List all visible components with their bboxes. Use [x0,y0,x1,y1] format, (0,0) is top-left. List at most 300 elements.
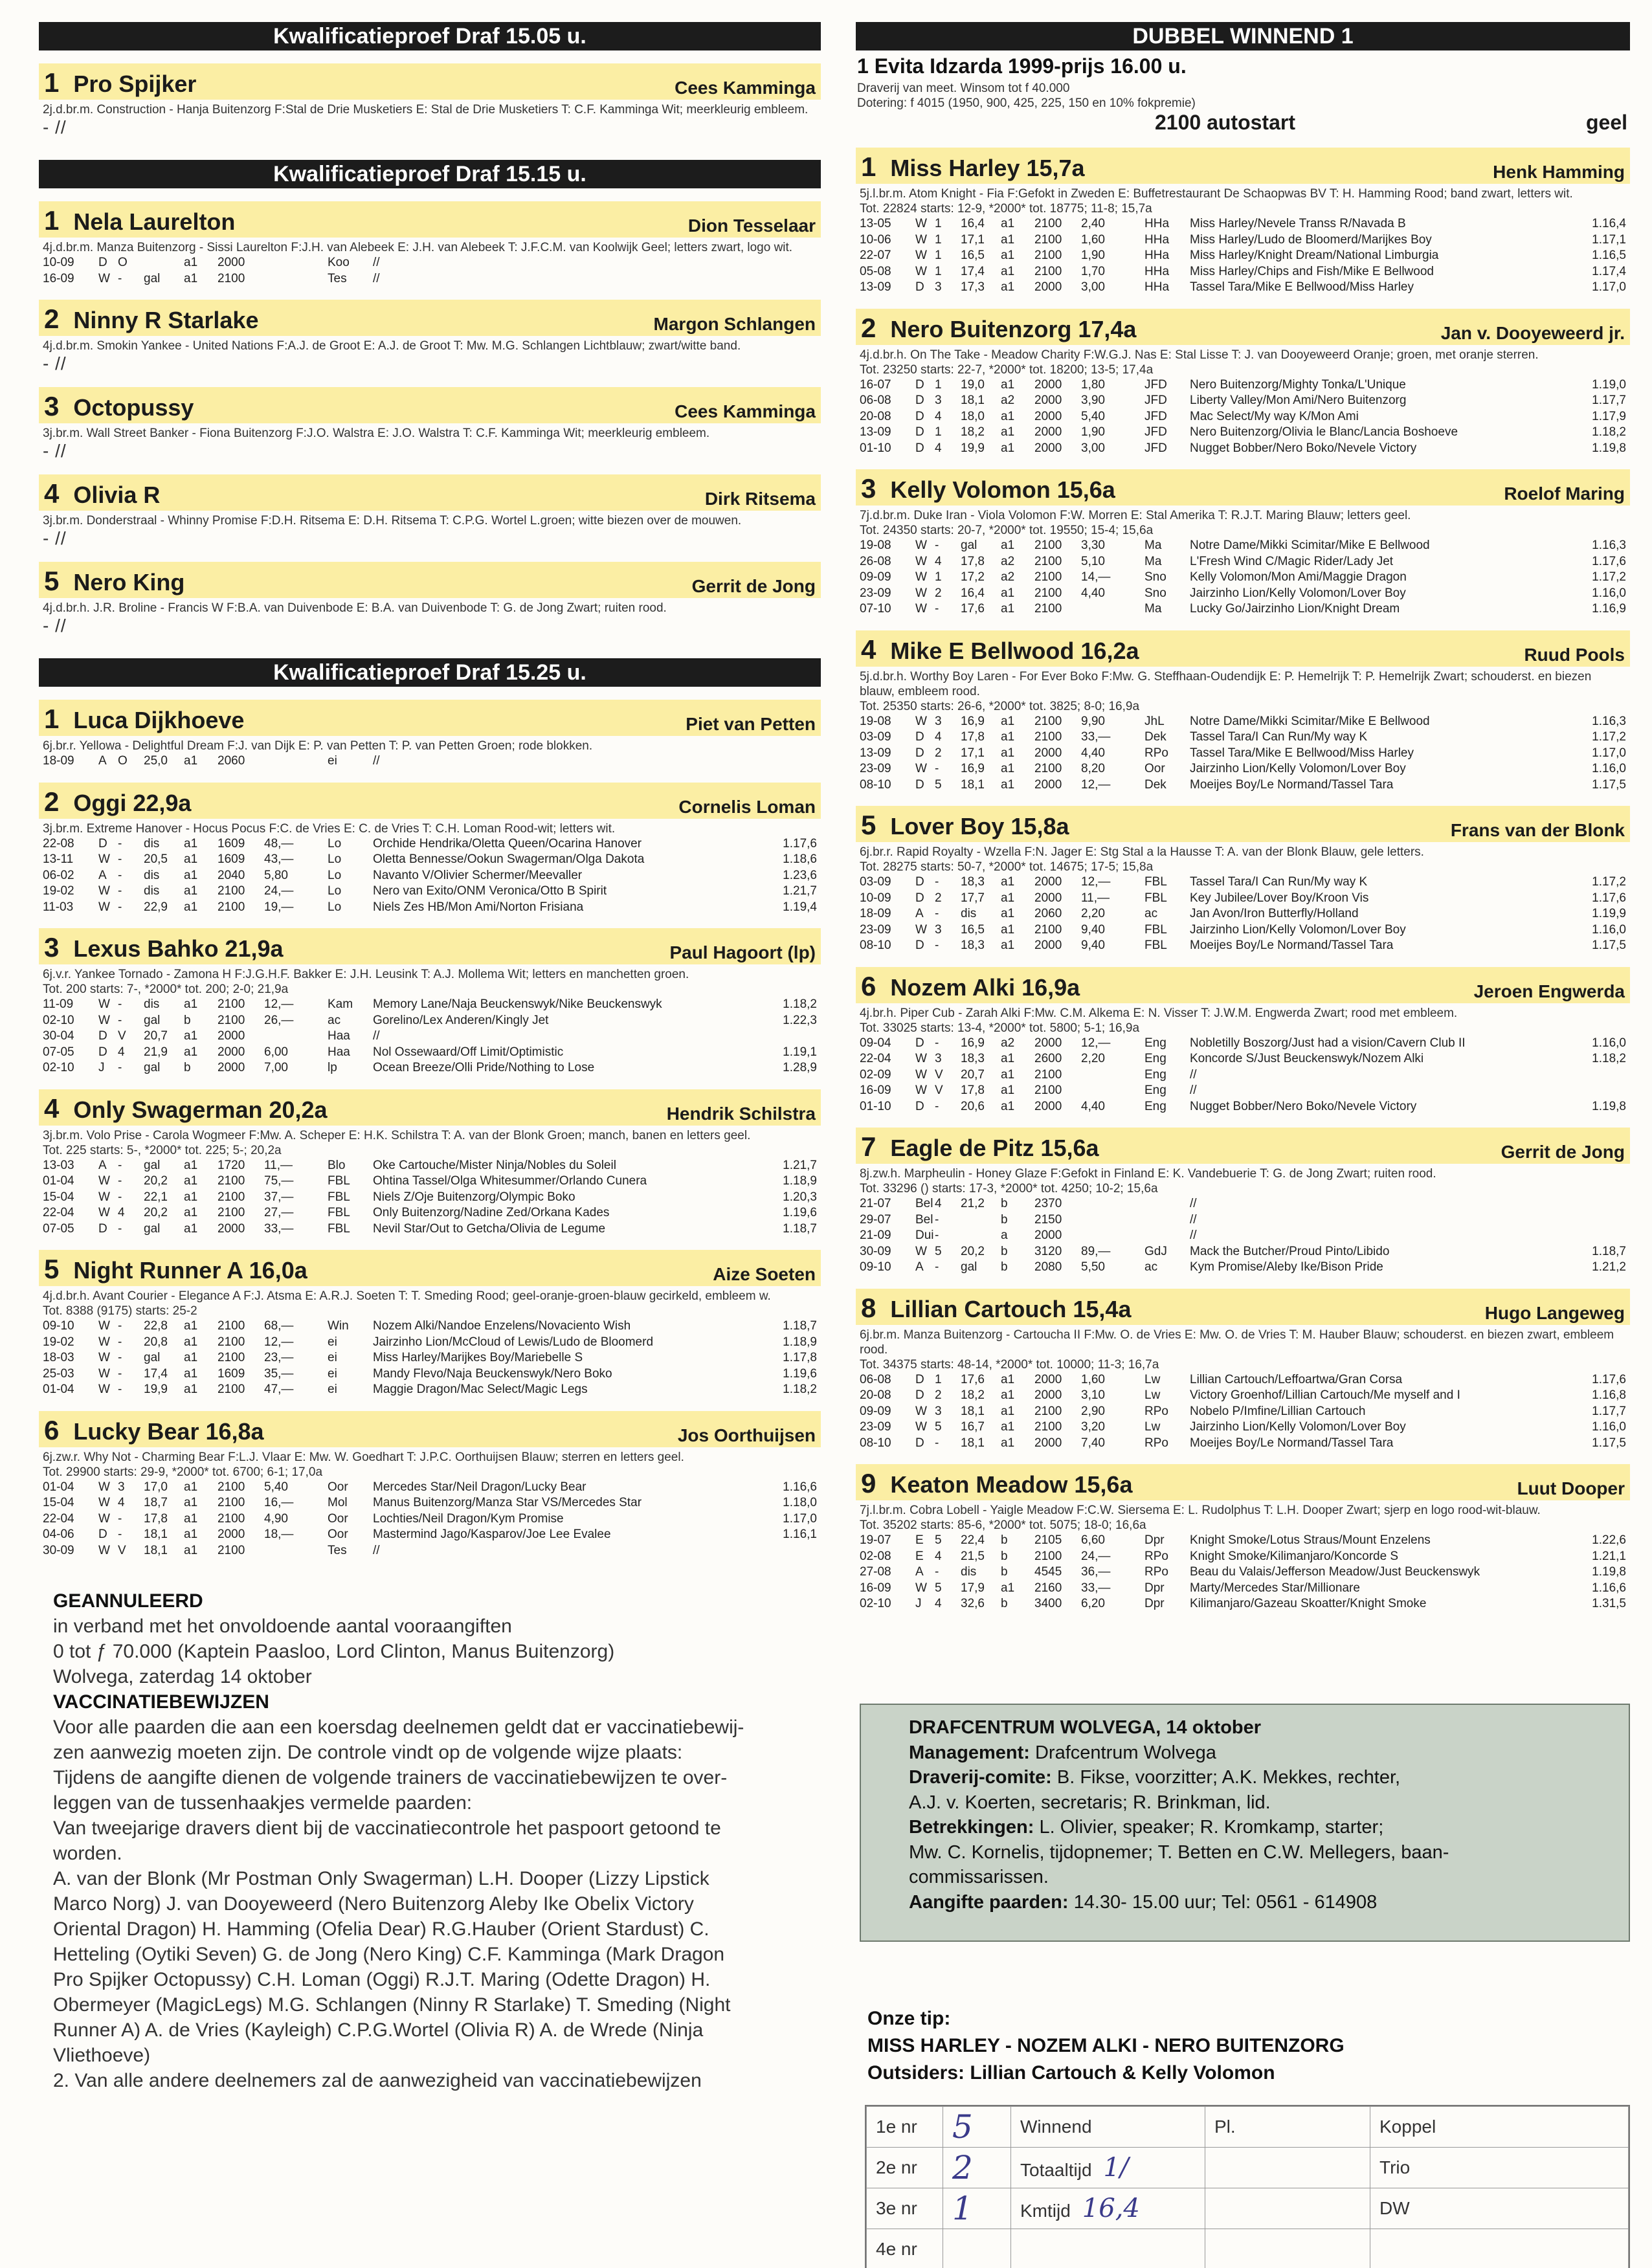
result-cell: a2 [1001,394,1015,407]
result-cell: 2100 [1034,602,1062,616]
result-cell: JFD [1144,425,1167,439]
result-cell: 16,9 [961,762,985,775]
result-cell: D [98,836,107,850]
horse-pedigree: 4j.d.br.h. J.R. Broline - Francis W F:B.A. van Duivenbode E: B.A. van Duivenbode T: G. de Jong Zwart; ruiten rood. [43,601,667,615]
result-row [860,1228,1626,1244]
horse-name-text: Ninny R Starlake [73,307,259,333]
result-row [43,1013,817,1029]
result-cell: a1 [1001,1404,1015,1418]
result-cell: 16,4 [961,217,985,230]
horse-name-text: Nela Laurelton [73,208,236,235]
result-cell: 20,8 [144,1335,168,1349]
result-cell: 12,— [264,1335,294,1349]
result-cell: 6,00 [264,1045,288,1059]
handwritten-value: 2 [952,2149,973,2186]
result-cell: 1.16,0 [1592,1420,1626,1434]
result-cell: a1 [1001,1084,1015,1097]
result-cell: 2100 [1034,570,1062,584]
result-cell: W [98,852,110,866]
result-cell: a1 [1001,1581,1015,1595]
horse-number: 2 [861,312,876,343]
result-cell: 1.21,7 [783,1158,817,1172]
result-cell: 16,5 [961,922,985,937]
result-cell: a2 [1001,570,1015,584]
result-cell: 2000 [1034,425,1062,439]
result-cell: 5 [935,1420,942,1434]
result-row [860,1404,1626,1420]
result-cell: FBL [1144,891,1167,905]
result-cell: a1 [184,1351,198,1364]
race-header [856,50,1630,135]
bet-hand [943,2229,1011,2268]
result-row [860,777,1626,794]
result-cell: Marty/Mercedes Star/Millionare [1190,1581,1360,1595]
result-cell: 1,90 [1081,425,1105,439]
result-row [43,255,817,271]
result-cell: Manus Buitenzorg/Manza Star VS/Mercedes Star [373,1496,642,1509]
horse-entry [39,387,821,461]
result-row [860,1564,1626,1581]
result-cell: 26,— [264,1013,294,1027]
result-cell: 2000 [1034,939,1062,952]
result-cell: a1 [1001,441,1015,455]
result-cell: 1.21,2 [1592,1260,1626,1274]
result-cell: 6,60 [1081,1533,1105,1547]
horse-header [856,806,1630,842]
result-cell: 18,1 [961,1404,985,1418]
result-cell: - [935,875,939,889]
result-cell: 1 [935,249,942,262]
result-cell: W [915,1581,927,1595]
result-cell: a1 [184,1511,198,1526]
driver-name: Cornelis Loman [678,796,816,817]
result-cell: 4 [118,1045,125,1059]
result-cell: 2,20 [1081,907,1105,920]
result-cell: - [118,1174,122,1188]
info-label: Draverij-comite: [909,1767,1052,1788]
result-cell: W [98,1206,110,1219]
horse-pedigree: 8j.zw.h. Marpheulin - Honey Glaze F:Gefokt in Finland E: K. Vandebuerie T: G. de Jong Zwart; ruiten rood. [860,1167,1436,1181]
result-cell: 15-04 [43,1496,74,1509]
result-cell: 2000 [1034,1228,1062,1242]
result-cell: 2100 [218,1496,245,1509]
result-cell: 19,9 [144,1383,168,1396]
result-cell: 1 [935,377,942,392]
result-cell: 1609 [218,1366,245,1381]
result-cell: Lo [328,884,342,898]
result-cell: Jan Avon/Iron Butterfly/Holland [1190,907,1359,920]
result-cell: 1.17,6 [1592,1372,1626,1386]
result-cell: Key Jubilee/Lover Boy/Kroon Vis [1190,891,1369,905]
result-cell: 17,7 [961,891,985,905]
horse-name-text: Mike E Bellwood 16,2a [890,637,1139,664]
horse-totals: Tot. 200 starts: 7-, *2000* tot. 200; 2-0; 21,9a [43,983,289,996]
result-row [860,216,1626,232]
result-cell: 9,40 [1081,939,1105,952]
result-cell: D [915,1436,924,1450]
result-rows [39,753,821,770]
result-cell: 4 [118,1496,125,1509]
result-cell: 4545 [1034,1565,1062,1579]
result-cell: 24,— [264,884,294,898]
result-cell: 3,30 [1081,539,1105,552]
info-text: A.J. v. Koerten, secretaris; R. Brinkman, lid. [909,1792,1271,1813]
result-cell: - [935,1036,939,1050]
horse-number: 1 [44,67,60,98]
result-cell: 29-07 [860,1212,891,1227]
horse-header [39,387,821,423]
result-cell: Notre Dame/Mikki Scimitar/Mike E Bellwood [1190,539,1430,552]
entry-note: - // [43,353,67,373]
result-cell: 15-04 [43,1190,74,1204]
result-cell: 03-09 [860,875,891,889]
result-cell: W [98,1335,110,1349]
horse-entry [856,806,1630,954]
result-row [43,836,817,852]
result-cell [1144,1212,1190,1228]
result-cell: Lo [328,836,342,850]
result-cell: 19,9 [961,441,985,455]
result-cell: 02-10 [860,1597,891,1610]
result-cell: a1 [1001,875,1015,889]
result-cell: 17,4 [961,264,985,278]
notice-line: Vliethoeve) [53,2045,151,2066]
result-cell: Niels Zes HB/Mon Ami/Norton Frisiana [373,900,584,914]
info-line [909,1890,1629,1915]
result-cell: - [118,1061,122,1074]
result-cell: b [1001,1244,1008,1258]
result-cell: Eng [1144,1099,1166,1113]
result-cell: Nero Buitenzorg/Olivia le Blanc/Lancia Boshoeve [1190,425,1458,439]
horse-number: 4 [44,1093,60,1124]
result-cell: RPo [1144,1549,1168,1563]
result-cell: 1.31,5 [1592,1597,1626,1610]
result-cell: 25,0 [144,754,168,768]
result-cell: - [935,1212,939,1227]
result-cell: 16,9 [961,1036,985,1050]
horse-header [39,1089,821,1126]
bet-place [1205,2148,1370,2188]
result-cell: W [915,1420,927,1434]
result-row [860,538,1626,554]
result-cell: 18,2 [961,1388,985,1402]
driver-name: Cees Kamminga [675,78,816,98]
result-row [860,570,1626,586]
result-cell: Tassel Tara/Mike E Bellwood/Miss Harley [1190,746,1414,760]
result-cell: 2000 [218,1221,245,1236]
result-cell: dis [961,907,977,920]
result-cell: // [1190,1212,1197,1227]
result-cell: 89,— [1081,1244,1111,1258]
result-cell: ei [328,754,337,768]
result-cell: RPo [1144,1404,1168,1418]
info-line [909,1840,1629,1865]
result-cell: 18,— [264,1528,294,1541]
race-conditions: Draverij van meet. Winsom tot f 40.000 [857,82,1070,95]
result-row [860,891,1626,907]
result-cell: 19-08 [860,714,891,728]
result-cell: 47,— [264,1383,294,1396]
result-cell: 19,0 [961,377,985,392]
result-cell: Mastermind Jago/Kasparov/Joe Lee Evalee [373,1528,611,1541]
result-row [860,377,1626,394]
result-cell: Nozem Alki/Nandoe Enzelens/Novaciento Wish [373,1319,631,1333]
horse-header [856,1128,1630,1164]
result-row [860,1596,1626,1612]
result-cell: E [915,1533,924,1547]
result-cell: 1.17,4 [1592,264,1626,278]
result-cell: 1.20,3 [783,1190,817,1204]
result-cell: 04-06 [43,1528,74,1541]
result-cell: V [935,1067,943,1082]
horse-header [856,1464,1630,1500]
horse-header [39,474,821,511]
result-cell: 2000 [1034,394,1062,407]
result-cell: W [915,1067,927,1082]
result-cell: 07-05 [43,1045,74,1059]
result-cell: 19,— [264,900,294,914]
horse-header [39,783,821,819]
result-cell: 1.18,2 [783,1383,817,1396]
horse-number: 3 [861,473,876,504]
result-cell: GdJ [1144,1244,1167,1258]
horse-header [39,562,821,598]
result-cell: a1 [1001,377,1015,392]
result-rows [39,1158,821,1238]
result-cell: 1.16,4 [1592,217,1626,230]
result-cell: 19-07 [860,1533,891,1547]
horse-name-text: Lover Boy 15,8a [890,813,1069,839]
result-cell: Koo [328,256,350,269]
result-cell: - [118,1366,122,1381]
result-cell: 1.19,6 [783,1366,817,1381]
horse-totals: Tot. 25350 starts: 26-6, *2000* tot. 3825; 8-0; 16,9a [860,699,1140,713]
result-cell: 17,6 [961,1372,985,1386]
result-cell: J [98,1061,105,1074]
result-cell: A [915,1565,924,1579]
result-cell: L'Fresh Wind C/Magic Rider/Lady Jet [1190,554,1394,568]
result-cell: 13-05 [860,217,891,230]
result-cell: 8,20 [1081,762,1105,775]
result-cell: 3,90 [1081,394,1105,407]
result-cell: 1.18,2 [1592,1052,1626,1065]
result-cell: A [98,754,107,768]
result-cell [264,1543,328,1559]
horse-entry [39,474,821,549]
result-cell: 01-10 [860,1099,891,1113]
result-cell: 16,7 [961,1420,985,1434]
bet-type-label: Winnend [1020,2117,1092,2137]
result-cell: 2100 [218,1174,245,1188]
result-cell: 30-09 [860,1244,891,1258]
result-cell: // [373,271,380,285]
result-cell: 1.18,2 [783,997,817,1011]
result-cell: W [98,997,110,1011]
result-cell: Mack the Butcher/Proud Pinto/Libido [1190,1244,1390,1258]
result-cell: 20,2 [961,1244,985,1258]
result-cell [1081,1067,1144,1084]
horse-totals: Tot. 22824 starts: 12-9, *2000* tot. 18775; 11-8; 15,7a [860,202,1152,216]
horse-totals: Tot. 28275 starts: 50-7, *2000* tot. 14675; 17-5; 15,8a [860,860,1154,874]
horse-pedigree: 4j.br.h. Piper Cub - Zarah Alki F:Mw. C.M. Alkema E: N. Visser T: J.W.M. Engwerda Zwart; rood met embleem. [860,1006,1458,1020]
result-cell: W [915,570,927,584]
result-cell: a1 [1001,264,1015,278]
result-cell: V [118,1543,126,1557]
result-cell: 33,— [1081,1581,1111,1595]
entry-note: - // [43,528,67,548]
horse-number: 3 [44,391,60,421]
result-cell: 17,2 [961,570,985,584]
result-cell: 3 [935,1052,942,1065]
result-cell: 1.17,6 [1592,554,1626,568]
horse-entry [856,309,1630,457]
result-cell: 4 [935,730,942,744]
result-cell: 26-08 [860,554,891,568]
result-cell: JFD [1144,394,1167,407]
result-cell: 19-02 [43,884,74,898]
result-cell: 2000 [218,1061,245,1074]
section-header: Kwalificatieproef Draf 15.25 u. [39,658,821,687]
result-row [43,884,817,900]
result-cell: Eng [1144,1084,1166,1097]
result-cell: 1.19,1 [783,1045,817,1059]
result-cell: 30-09 [43,1543,74,1557]
result-cell: 2100 [218,1543,245,1557]
result-cell: 6,20 [1081,1597,1105,1610]
result-cell: 2000 [1034,1036,1062,1050]
result-row [43,997,817,1013]
horse-pedigree: 5j.d.br.h. Worthy Boy Laren - For Ever Boko F:Mw. G. Steffhaan-Oudendijk E: P. Hemelrijk T: P. Hemelrijk Zwart; schouderst. en biezen blauw, embleem rood. [860,669,1592,698]
result-cell: Kilimanjaro/Gazeau Skoatter/Knight Smoke [1190,1597,1427,1610]
result-row [43,1205,817,1221]
result-cell: 06-08 [860,394,891,407]
result-cell: D [915,377,924,392]
result-cell: Maggie Dragon/Mac Select/Magic Legs [373,1383,588,1396]
result-row [860,1083,1626,1099]
result-cell: 4 [935,1197,942,1210]
result-cell: a1 [1001,602,1015,616]
horse-entry [39,1089,821,1238]
result-cell: 2100 [1034,1420,1062,1434]
result-cell: 1.22,6 [1592,1533,1626,1547]
result-cell: a1 [1001,907,1015,920]
result-cell: 08-10 [860,1436,891,1450]
result-cell: 2000 [1034,1099,1062,1113]
horse-number: 6 [861,970,876,1001]
horse-totals: Tot. 34375 starts: 48-14, *2000* tot. 10000; 11-3; 16,7a [860,1357,1159,1372]
result-cell: 02-10 [43,1013,74,1027]
result-row [860,232,1626,249]
result-cell: W [915,264,927,278]
result-cell: Notre Dame/Mikki Scimitar/Mike E Bellwood [1190,714,1430,728]
result-cell: 21,5 [961,1549,985,1563]
result-row [860,601,1626,617]
result-cell: a1 [1001,1052,1015,1065]
result-cell: 3 [935,280,942,294]
result-cell [759,255,817,271]
result-cell: 3 [118,1480,125,1494]
horse-name [44,478,160,509]
right-column [856,0,1630,1612]
result-cell: Miss Harley/Ludo de Bloomerd/Marijkes Boy [1190,232,1432,247]
result-cell: - [118,1190,122,1204]
result-cell: 1,80 [1081,377,1105,392]
result-cell: b [184,1013,191,1027]
result-cell: 4 [935,1549,942,1563]
notice-line: Tijdens de aangifte dienen de volgende trainers de vaccinatiebewijzen te over- [53,1767,728,1788]
result-cell: Tes [328,1543,347,1557]
result-cell: 1.17,6 [1592,891,1626,905]
result-cell: Dui [915,1228,934,1242]
result-cell: 1.18,9 [783,1174,817,1188]
result-cell: 17,8 [961,1084,985,1097]
result-cell: 11-09 [43,997,74,1011]
result-rows [39,1318,821,1398]
result-cell: 2000 [1034,441,1062,455]
result-row [860,425,1626,441]
result-cell: 1.18,6 [783,852,817,866]
result-cell: 18,2 [961,425,985,439]
result-cell: Nol Ossewaard/Off Limit/Optimistic [373,1045,564,1059]
result-row [860,264,1626,280]
bet-label: 2e nr [867,2148,943,2188]
horse-number: 7 [861,1131,876,1162]
result-cell: FBL [328,1174,350,1188]
result-cell: a1 [1001,586,1015,600]
result-cell: 10-06 [860,232,891,247]
horse-entry [856,469,1630,617]
result-cell: 36,— [1081,1565,1111,1579]
result-cell: Dek [1144,730,1166,744]
result-cell: - [118,868,122,882]
result-cell: 20,6 [961,1099,985,1113]
result-cell: 23-09 [860,922,891,937]
result-cell: JFD [1144,377,1167,392]
result-cell: HHa [1144,249,1170,262]
result-cell: 24,— [1081,1549,1111,1563]
result-cell: 2100 [1034,730,1062,744]
horse-name [861,1468,1132,1499]
result-cell: D [915,1372,924,1386]
bet-type-label: Totaaltijd [1020,2160,1092,2180]
result-cell: Lo [328,900,342,914]
result-row [860,1212,1626,1228]
result-cell: Lo [328,852,342,866]
horse-pedigree: 4j.d.br.m. Smokin Yankee - United Nations F:A.J. de Groot E: A.J. de Groot T: Mw. M.G. Schlangen Lichtblauw; zwart/witte band. [43,339,741,353]
result-cell [1568,1212,1626,1228]
horse-name [861,810,1069,841]
result-cell: 22-04 [43,1511,74,1526]
result-row [43,1045,817,1061]
horse-entry [39,783,821,916]
horse-number: 2 [44,304,60,334]
result-cell: 18-09 [860,907,891,920]
result-cell: - [118,1013,122,1027]
result-cell: Oletta Bennesse/Ookun Swagerman/Olga Dakota [373,852,645,866]
result-cell: Nobelo P/Imfine/Lillian Cartouch [1190,1404,1366,1418]
result-cell: 30-04 [43,1029,74,1043]
result-cell: D [915,280,924,294]
result-cell: Jairzinho Lion/Kelly Volomon/Lover Boy [1190,586,1406,600]
result-cell: 2100 [1034,1404,1062,1418]
result-cell: a1 [1001,1420,1015,1434]
result-cell: a1 [184,1496,198,1509]
result-rows [856,538,1630,617]
result-cell: 1.19,8 [1592,1099,1626,1113]
bet-hand [943,2188,1011,2229]
result-cell: 2100 [218,1511,245,1526]
result-cell: O [118,256,128,269]
